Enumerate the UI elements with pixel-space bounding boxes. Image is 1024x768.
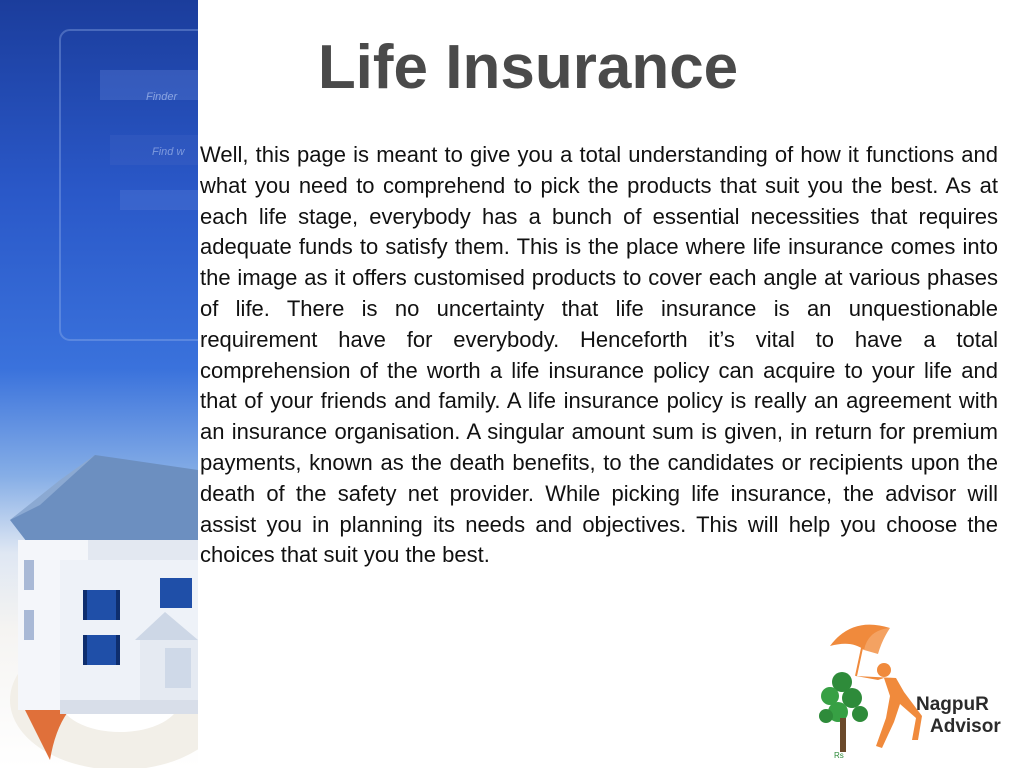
tree-rupee-mark: Rs bbox=[834, 751, 844, 760]
house-illustration bbox=[0, 0, 198, 768]
logo-brand-line1: NagpuR bbox=[916, 694, 989, 715]
tree-icon bbox=[819, 672, 868, 760]
find-label: Find w bbox=[152, 146, 185, 158]
nagpur-advisor-logo bbox=[812, 618, 1012, 760]
decorative-side-panel bbox=[0, 0, 198, 768]
page-title: Life Insurance bbox=[317, 33, 739, 102]
body-paragraph: Well, this page is meant to give you a total understanding of how it functions and what you need to comprehend to pick the products that suit you the best. As at each life stage, everybody has a bunch of essential necessities that requires adequate funds to satisfy them. This is the place where life insurance comes into the image as it offers customised products to cover each angle at various phases of life. There is no uncertainty that life insurance is an unquestionable requirement have for everybody. Henceforth it’s vital to have a total comprehension of the worth a life insurance policy can acquire to your life and that of your friends and family. A life insurance policy is really an agreement with an insurance organisation. A singular amount sum is given, in return for premium payments, known as the death benefits, to the candidates or recipients upon the death of the safety net provider. While picking life insurance, the advisor will assist you in planning its needs and objectives. This will help you choose the choices that suit you the best. bbox=[200, 142, 998, 568]
finder-label: Finder bbox=[146, 91, 178, 103]
logo-brand-line2: Advisor bbox=[930, 716, 1001, 737]
